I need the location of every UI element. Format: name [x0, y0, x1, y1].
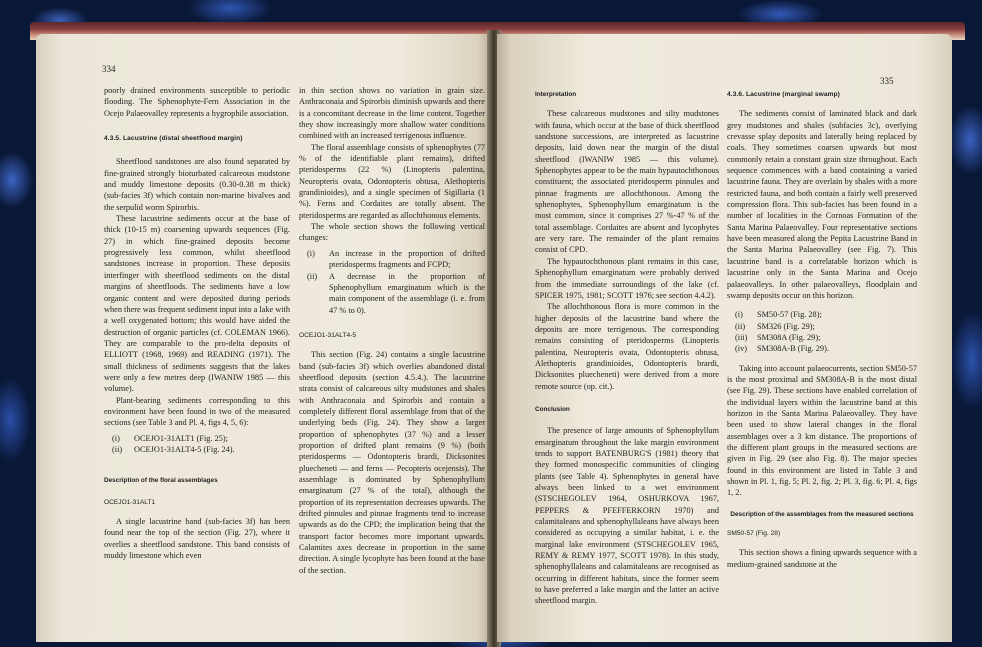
list-item: (i) SM50-57 (Fig. 28);: [735, 310, 822, 320]
right-column-2: [727, 89, 917, 570]
list-item: (ii) SM326 (Fig. 29);: [735, 321, 815, 331]
section-heading-4-3-6: 4.3.6. Lacustrine (marginal swamp): [727, 91, 840, 98]
list-item: (i) An increase in the proportion of drifted pteridosperms fragments and FCPD;: [307, 248, 485, 270]
section-label: OCEJO1-31ALT4-5: [299, 331, 357, 339]
right-page: [497, 34, 952, 642]
list-item: (iii) SM308A (Fig. 29);: [735, 332, 821, 342]
change-list: [299, 248, 485, 316]
left-page: [36, 34, 491, 642]
list-item: (ii) A decrease in the proportion of Sphenophyllum emarginatum which is the main component of the assemblage (i. e. from 47 % to 0).: [307, 271, 485, 315]
list-item: (iv) SM308A-B (Fig. 29).: [735, 344, 829, 354]
section-list: [104, 433, 290, 456]
section-label: SM50-57 (Fig. 28): [727, 530, 781, 538]
page-number-right: 335: [880, 76, 894, 86]
section-list: [727, 309, 917, 354]
left-column-2: [299, 85, 485, 576]
paragraph: Sheetflood sandstones are also found separated by fine-grained strongly bioturbated calcareous mudstone and muddy limestone deposits (0.30-0.38 m thick) (sub-facies 3f) which contain non-marine bivalves and the serpulid worm Spirorbis.: [104, 157, 290, 212]
paragraph: The sediments consist of laminated black and dark grey mudstones and shales (subfacies 3c), overlying crevasse splay deposits and laterally being replaced by coals. They sometimes coarsen upwards but most commonly retain a constant grain size throughout. Each sequence commences with a band containing a varied lacustrine fauna. They are overlain by shales with a more restricted fauna, and both contain a fairly well preserved compression flora. This sub-facies has been found in a number of localities in the Cornoas Formation of the Santa Marina Palaeovalley. Four representative sections have been measured along the Pepita Lacustrine Band in the Santa Marina Palaeovalley (see Fig. 7). This lacustrine band is a correlatable horizon which is lacustrine only in the Santa Marina and Ocejo palaeovalleys. In other palaeovalleys, floodplain and swamp deposits occur on this horizon.: [727, 109, 917, 300]
paragraph: This section shows a fining upwards sequence with a medium-grained sandstone at the: [727, 548, 917, 569]
subheading-floral-assemblages: Description of the floral assemblages: [104, 477, 218, 485]
list-item: (i) OCEJO1-31ALT1 (Fig. 25);: [112, 433, 228, 443]
list-item: (ii) OCEJO1-31ALT4-5 (Fig. 24).: [112, 444, 235, 454]
page-number-left: 334: [102, 64, 116, 74]
paragraph: These calcareous mudstones and silty mudstones with fauna, which occur at the base of thick sheetflood sandstone successions, are interpreted as lacustrine deposits, laid down near the margin of the distal sheetflood (IWANIW 1985 — this volume). Sphenophytes appear to be the main hypautochthonous constituent; the associated pteridosperm pinnules and pinnae fragments are allochthonous. Among the sphenophytes, Sphenophyllum emarginatum is the most common, since it comprises 27 %-47 % of the total assemblage. Cordaites are absent and lycophytes are very rare. The remainder of the plant remains consist of CPD.: [535, 109, 719, 255]
paragraph: The allochthonous flora is more common in the higher deposits of the lacustrine band where the deposits are more terrigenous. The corresponding remains consisting of pteridosperms (Linopteris palentina, Neuropteris ovata, Odontopteris obtusa, Alethopteris grandinioides, Odontopteris brardi, Dicksonites pluecheneti) were derived from a more remote source (op. cit.).: [535, 302, 719, 391]
paragraph: The hypautochthonous plant remains in this case, Sphenophyllum emarginatum were probably derived from the immediate surroundings of the lake (cf. SPICER 1975, 1981; SCOTT 1976; see section 4.4.2).: [535, 256, 719, 300]
paragraph: in thin section shows no variation in grain size. Anthraconaia and Spirorbis diminish upwards and there is a concomitant decrease in the lime content. Together they show increasingly more shallow water conditions combined with an increased terrigenous influence.: [299, 86, 485, 141]
paragraph: Plant-bearing sediments corresponding to this environment have been found in two of the measured sections (see Table 3 and Pl. 4, figs 4, 5, 6):: [104, 395, 290, 428]
subheading-interpretation: Interpretation: [535, 91, 577, 98]
paragraph: The presence of large amounts of Sphenophyllum emarginatum throughout the lake margin environment tends to support BATENBURG'S (1981) theory that they formed monospecific communities of clinging plants (see Table 4). Sphenophytes in general have always been linked to a wet environment (STSCHEGOLEV 1964, OSHURKOVA 1967, PEPPERS & PFEFFERKORN 1970) and calamitaleans and sphenophyllaleans have always been considered as occupying a similar habitat, i. e. the marginal lake environment (STSCHEGOLEV 1965, REMY & REMY 1977, SCOTT 1978). In this study, sphenophyllaleans and calamitaleans are recognised as occurring in different habitats, since the former seem to have preferred a lake margin and the latter an active sheetflood margin.: [535, 426, 719, 606]
left-column-1: [104, 85, 290, 561]
subheading-conclusion: Conclusion: [535, 405, 570, 413]
right-column-1: [535, 89, 719, 607]
paragraph: The whole section shows the following vertical changes:: [299, 222, 485, 243]
section-heading-4-3-5: 4.3.5. Lacustrine (distal sheetflood margin): [104, 135, 243, 143]
section-label: OCEJO1-31ALT1: [104, 498, 156, 506]
paragraph: These lacustrine sediments occur at the base of thick (10-15 m) coarsening upwards sequences (Fig. 27) in which fine-grained deposits become progressively less common, whilst sheetflood sandstones increase in proportion. These deposits interfinger with sheetflood sediments on the distal margins of sheetfloods. The sediments have a low organic content and were deposited during periods when there was frequent sediment input into a lake with a well oxygenated bottom; this would have aided the destruction of organic particles (cf. COLEMAN 1966). They are comparable to the pro-delta deposits of ELLIOTT (1968, 1969) and READING (1971). The small thickness of sediments suggests that the lakes were only a few metres deep (IWANIW 1985 — this volume).: [104, 214, 290, 394]
subheading-measured-sections: Description of the assemblages from the measured sections: [730, 510, 914, 518]
paragraph: poorly drained environments susceptible to periodic flooding. The Sphenophyte-Fern Association in the Ocejo Palaeovalley represents a hygrophile association.: [104, 86, 290, 118]
paragraph: This section (Fig. 24) contains a single lacustrine band (sub-facies 3f) which overlies abandoned distal sheetflood deposits (section 4.5.4.). The lacustrine strata consist of calcareous silty mudstones and shales with Anthraconaia and Spirorbis and contain a completely different floral assemblage from that of the underlying beds (Fig. 24). They show a larger proportion of sphenophytes (37 %) and a lesser proportion of drifted plant remains (9 %) (both pteridosperms — Odontopteris brardi, Dicksonites pluecheneti — and ferns — Pecopteris ocejensis). The assemblage is dominated by Sphenophyllum emarginatum (27 % of the total), although the proportion of its representation decreases upwards. The drifted pinnules and pinnae fragments tend to increase upwards as do the CPD; the implication being that the transport factor becomes more important upwards. Calamites axes decrease in proportion in the same direction. A single lycophyte has been found at the base of the section.: [299, 350, 485, 575]
paragraph: Taking into account palaeocurrents, section SM50-57 is the most proximal and SM308A-B is the most distal (see Fig. 29). These sections have enabled correlation of the individual layers within the lacustrine band at this horizon in the Santa Marina Palaeovalley. They have been used to show lateral changes in the floral assemblages over a 3 km distance. The proportions of the different plant groups in the measured sections are given in Fig. 29 (see also Fig. 8). The major species found in this environment are listed in Table 3 and shown in Pl. 1, fig. 5; Pl. 2, fig. 2; Pl. 3, fig. 6; Pl. 4, figs 1, 2.: [727, 363, 917, 498]
paragraph: The floral assemblage consists of sphenophytes (77 % of the identifiable plant remains), drifted pteridosperms (22 %) (Linopteris palentina, Neuropteris ovata, Odontopteris obtusa, Alethopteris grandinioides), and a single specimen of Sigillaria (1 %). Ferns and Cordaites are totally absent. The pteridosperms are regarded as allochthonous elements.: [299, 142, 485, 220]
paragraph: A single lacustrine band (sub-facies 3f) has been found near the top of the section (Fig. 27), where it overlies a sheetflood sandstone. This band consists of muddy limestone which even: [104, 517, 290, 561]
